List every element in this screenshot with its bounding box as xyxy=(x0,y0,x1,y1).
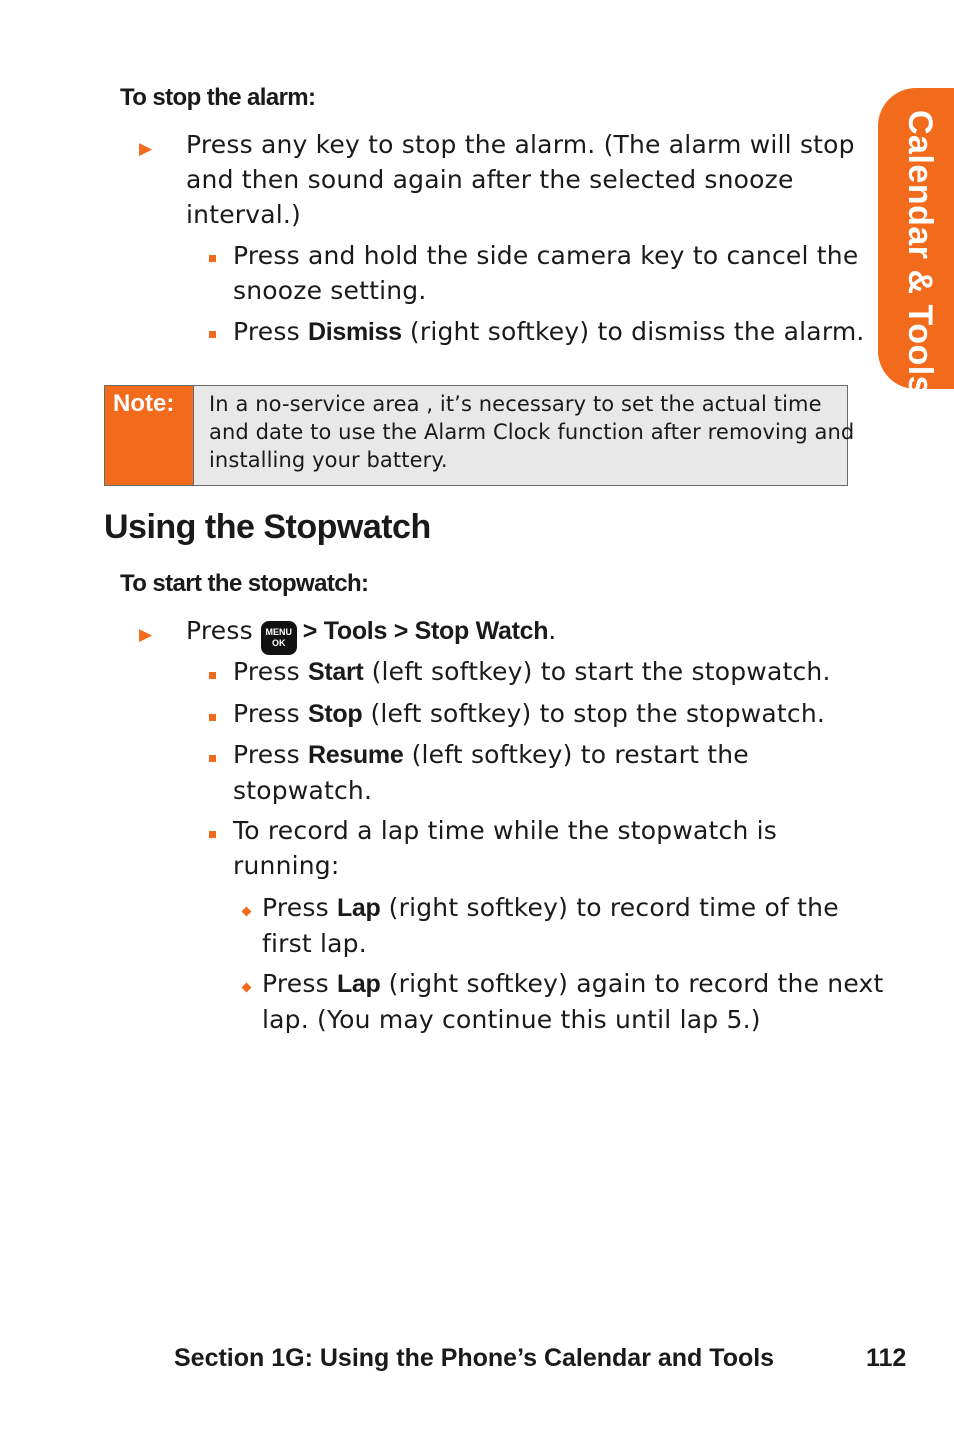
step-arrow-icon: ▶ xyxy=(139,625,153,645)
dismiss-alarm-bullet: Press Dismiss (right softkey) to dismiss the alarm. xyxy=(233,317,865,346)
section-tab xyxy=(878,88,954,396)
start-stopwatch-subheading: To start the stopwatch: xyxy=(120,570,369,597)
bullet-square-icon xyxy=(209,672,216,679)
stop-alarm-step: Press any key to stop the alarm. (The alarm will stop and then sound again after the selected snooze interval.) xyxy=(186,130,855,229)
next-lap-subbullet: Press Lap (right softkey) again to record the next lap. (You may continue this until lap 5.) xyxy=(262,969,884,1034)
note-box xyxy=(104,385,855,486)
cancel-snooze-bullet: Press and hold the side camera key to cancel the snooze setting. xyxy=(233,241,859,305)
resume-bullet: Press Resume (left softkey) to restart the stopwatch. xyxy=(233,740,749,805)
note-label: Note: xyxy=(113,390,175,417)
bullet-diamond-icon xyxy=(242,907,252,917)
first-lap-subbullet: Press Lap (right softkey) to record time of the first lap. xyxy=(262,893,839,958)
bullet-square-icon xyxy=(209,831,216,838)
bullet-square-icon xyxy=(209,331,216,338)
note-label-cell xyxy=(105,386,194,485)
step-arrow-icon: ▶ xyxy=(139,139,153,159)
menu-ok-key-icon: MENU OK xyxy=(261,621,297,655)
bullet-square-icon xyxy=(209,755,216,762)
section-tab-label: Calendar & Tools xyxy=(901,110,939,396)
lap-bullet: To record a lap time while the stopwatch is running: xyxy=(233,816,778,880)
page-number: 112 xyxy=(866,1344,907,1372)
start-bullet: Press Start (left softkey) to start the stopwatch. xyxy=(233,657,831,686)
bullet-square-icon xyxy=(209,714,216,721)
footer-section-title: Section 1G: Using the Phone’s Calendar and Tools xyxy=(174,1344,775,1372)
stop-bullet: Press Stop (left softkey) to stop the stopwatch. xyxy=(233,699,826,728)
stopwatch-menu-step: Press MENU OK > Tools > Stop Watch. xyxy=(186,613,556,655)
stopwatch-heading: Using the Stopwatch xyxy=(104,508,431,546)
stop-alarm-subheading: To stop the alarm: xyxy=(120,84,316,111)
note-text: In a no-service area , it’s necessary to set the actual time and date to use the Alarm Clock function after removing and installing your battery. xyxy=(209,392,855,472)
bullet-square-icon xyxy=(209,255,216,262)
bullet-diamond-icon xyxy=(242,983,252,993)
